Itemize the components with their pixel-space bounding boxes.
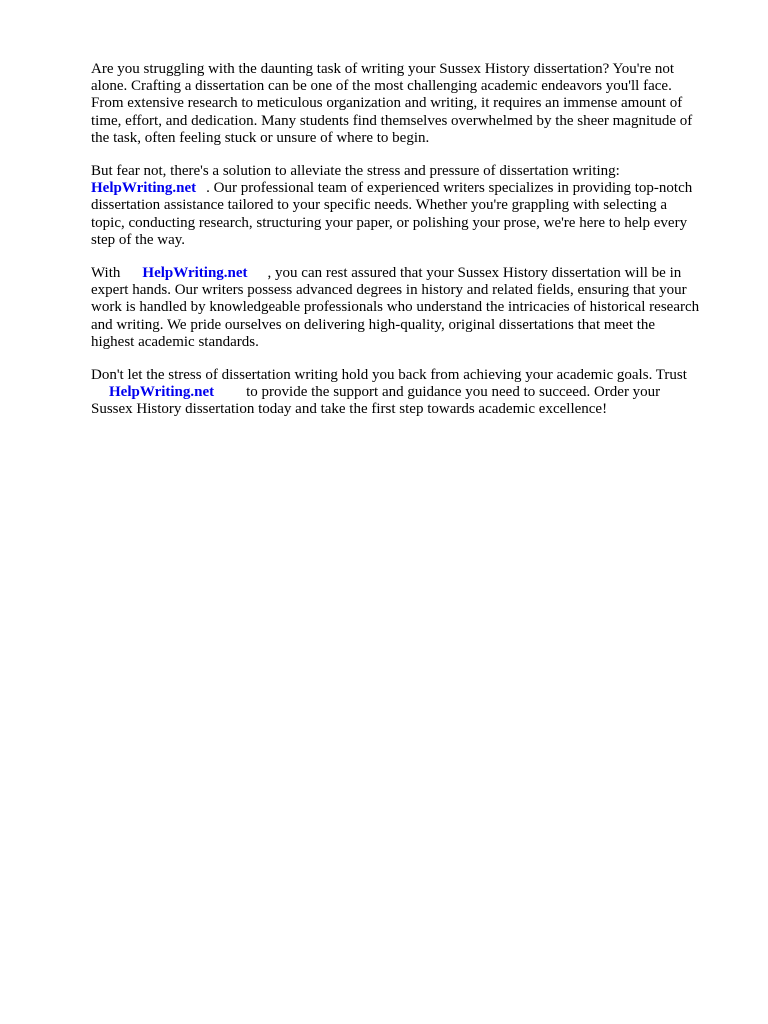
helpwriting-link-1[interactable]: HelpWriting.net	[91, 180, 197, 197]
text-line: dissertation assistance tailored to your specific needs. Whether you're grappling with selecting a	[91, 197, 667, 214]
text-line	[91, 265, 731, 282]
text-line: highest academic standards.	[91, 333, 259, 350]
text-line: topic, conducting research, structuring your paper, or polishing your prose, we're here to help every	[91, 214, 688, 231]
text-line: and writing. We pride ourselves on delivering high-quality, original dissertations that meet the	[91, 316, 656, 333]
document-body	[91, 61, 731, 435]
text-line: Don't let the stress of dissertation writing hold you back from achieving your academic goals. Trust	[91, 367, 687, 384]
text-line: the task, often feeling stuck or unsure of where to begin.	[91, 129, 430, 146]
text-line: expert hands. Our writers possess advanced degrees in history and related fields, ensuring that your	[91, 282, 687, 299]
text-line: But fear not, there's a solution to alleviate the stress and pressure of dissertation writing:	[91, 163, 620, 180]
paragraph-call-to-action	[91, 367, 731, 419]
paragraph-solution	[91, 163, 731, 249]
text-line: work is handled by knowledgeable professionals who understand the intricacies of historical research	[91, 299, 700, 316]
text-line: From extensive research to meticulous organization and writing, it requires an immense amount of	[91, 95, 683, 112]
text-line	[91, 384, 731, 401]
text-line: step of the way.	[91, 231, 185, 248]
text-line: Are you struggling with the daunting task of writing your Sussex History dissertation? You're not	[91, 61, 675, 77]
paragraph-intro	[91, 61, 731, 147]
helpwriting-link-2[interactable]: HelpWriting.net	[142, 265, 248, 282]
helpwriting-link-3[interactable]: HelpWriting.net	[109, 384, 215, 401]
text-after-link: to provide the support and guidance you need to succeed. Order your	[246, 384, 661, 401]
text-line: Sussex History dissertation today and take the first step towards academic excellence!	[91, 401, 608, 418]
text-before-link: With	[91, 265, 121, 282]
text-after-link: , you can rest assured that your Sussex History dissertation will be in	[267, 265, 682, 282]
text-line: time, effort, and dedication. Many students find themselves overwhelmed by the sheer magnitude of	[91, 112, 693, 129]
paragraph-expertise	[91, 265, 731, 351]
text-line	[91, 180, 731, 197]
text-after-link: . Our professional team of experienced writers specializes in providing top-notch	[206, 180, 693, 197]
text-line: alone. Crafting a dissertation can be one of the most challenging academic endeavors you'll face.	[91, 78, 672, 95]
